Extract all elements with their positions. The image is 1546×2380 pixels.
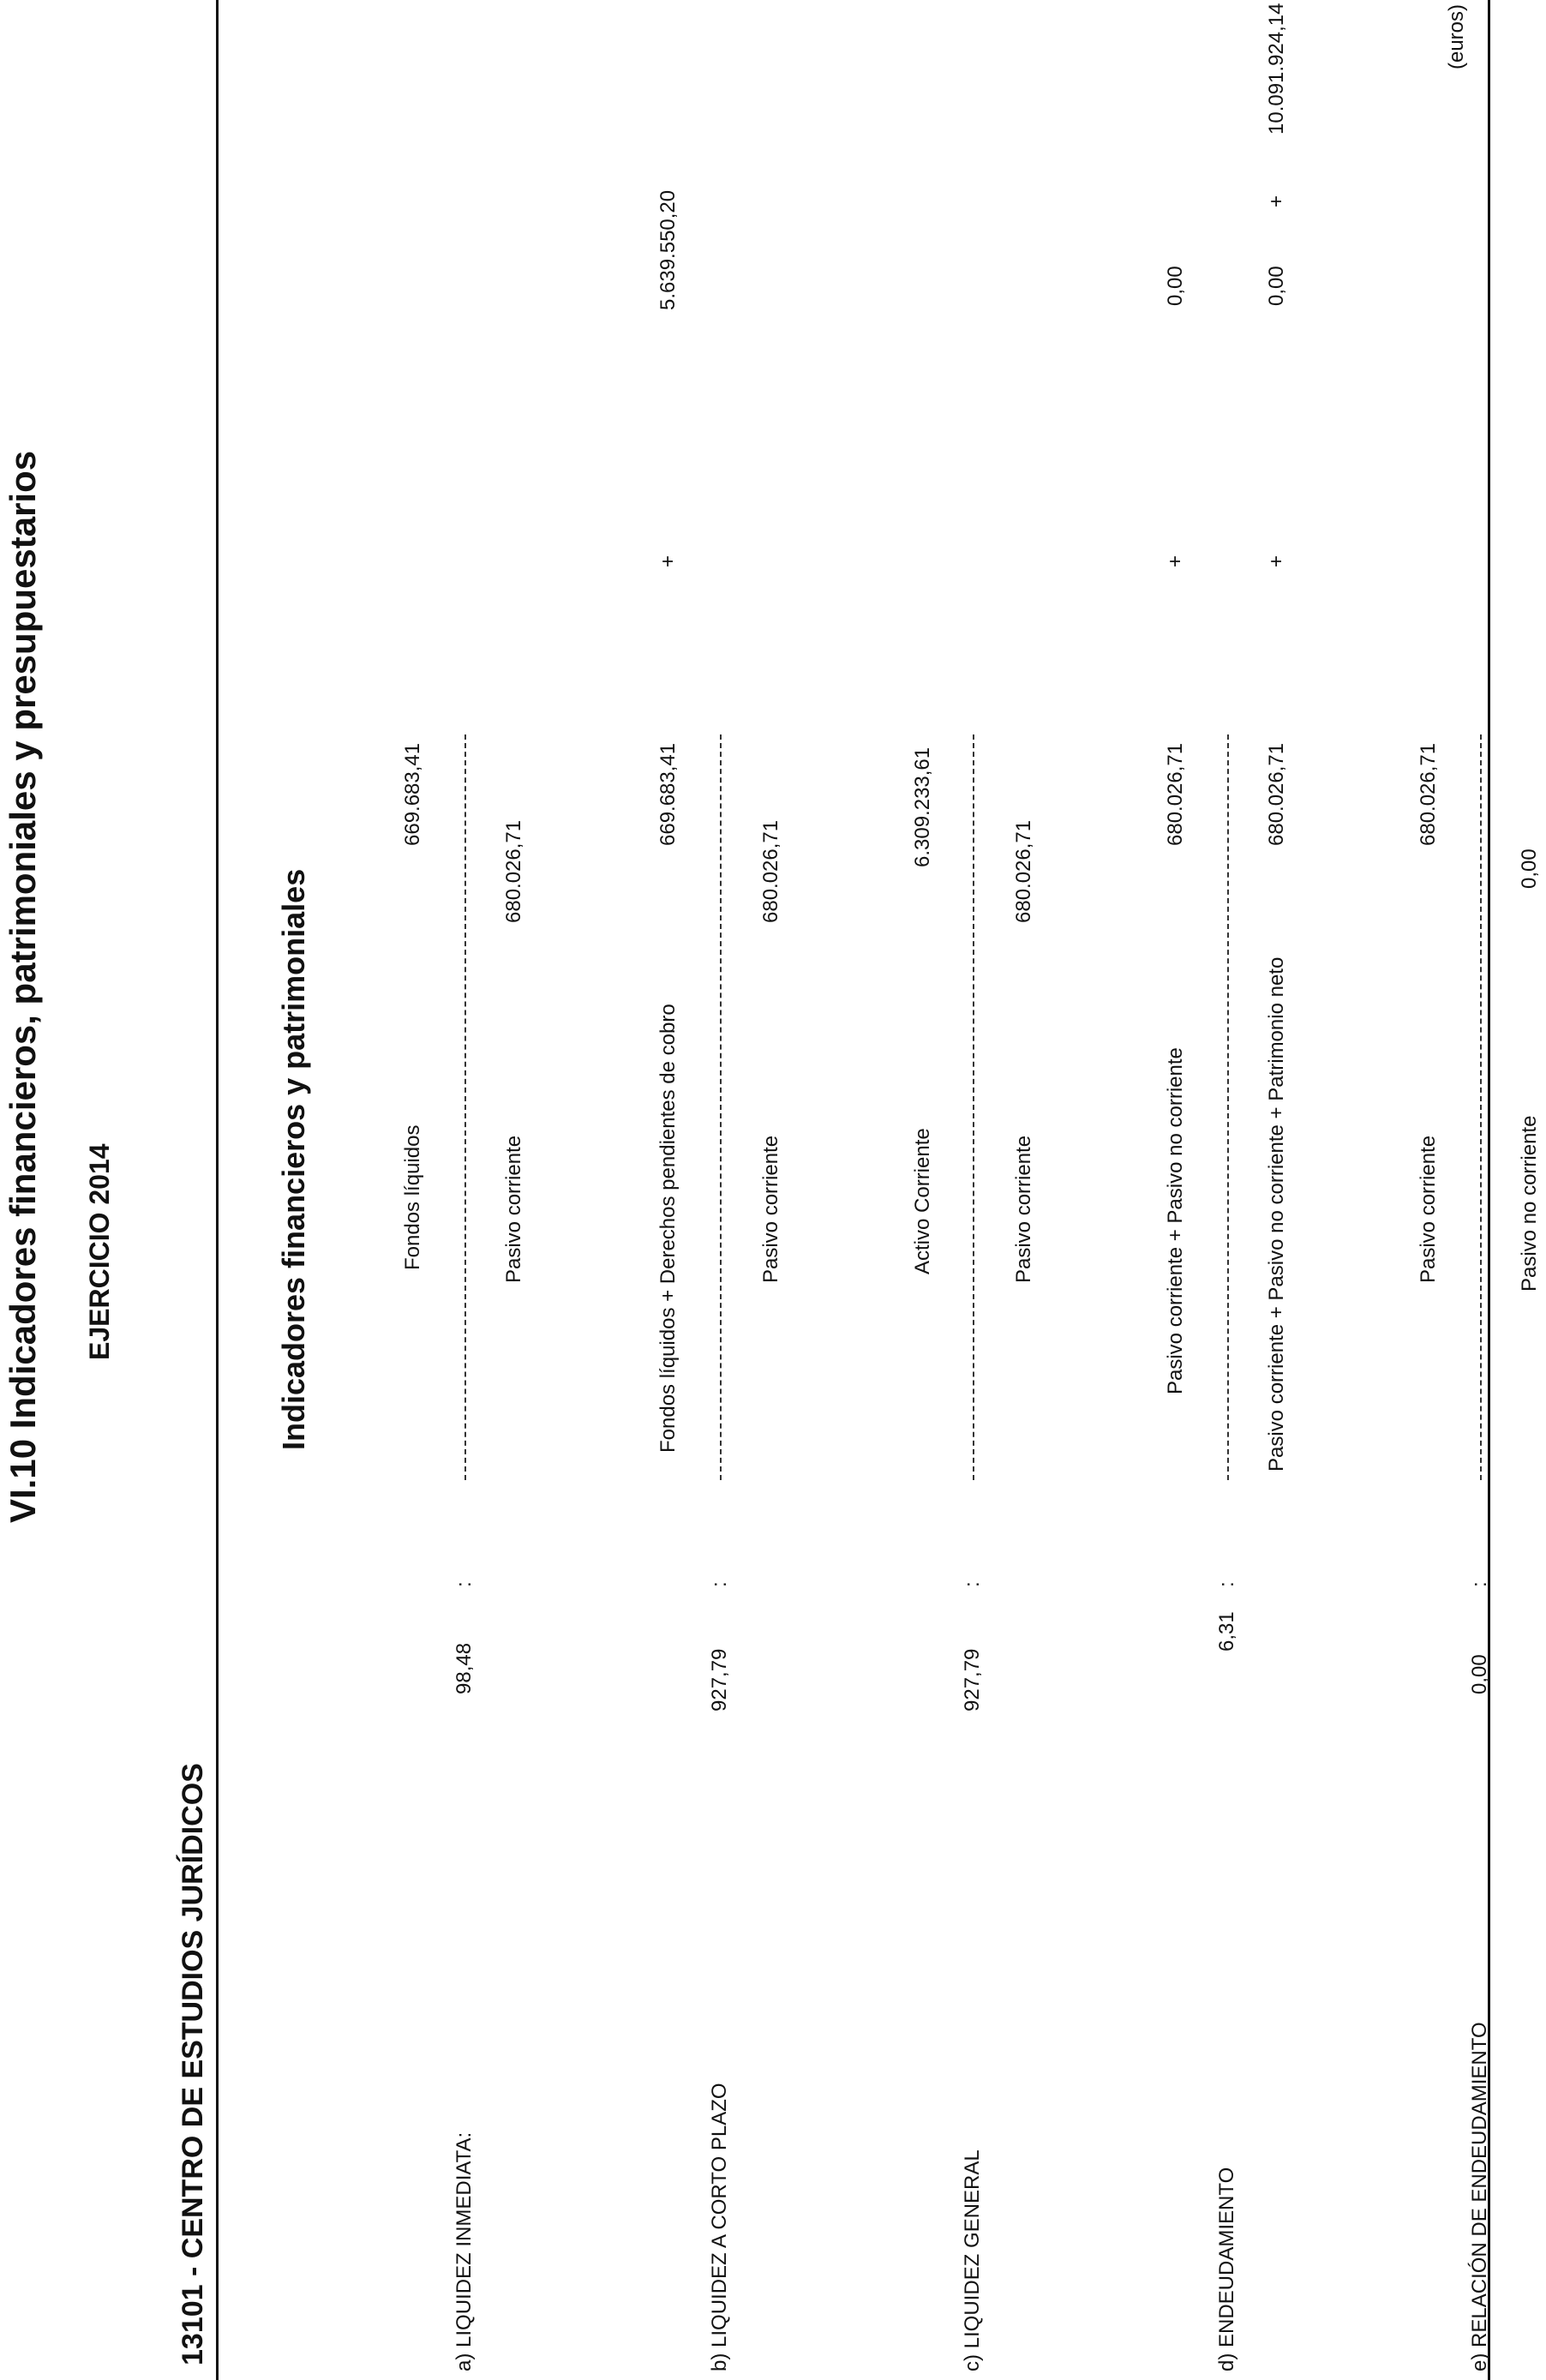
fraction-line: [1480, 734, 1482, 1480]
indicator-colon: :: [452, 1581, 476, 1587]
denominator-value: 680.026,71: [1012, 819, 1035, 923]
header-rule: [216, 0, 219, 2380]
denominator-label: Pasivo corriente + Pasivo no corriente + Patrimonio neto: [1265, 956, 1288, 1472]
denominator-value-2: 0,00: [1265, 266, 1288, 306]
numerator-label: Fondos líquidos + Derechos pendientes de cobro: [656, 1004, 680, 1453]
numerator-value: 6.309.233,61: [911, 746, 934, 867]
page-title: VI.10 Indicadores financieros, patrimoniales y presupuestarios: [3, 450, 43, 1523]
numerator-label: Pasivo corriente + Pasivo no corriente: [1164, 1047, 1187, 1394]
numerator-value: 669.683,41: [401, 742, 424, 846]
denominator-label: Pasivo corriente: [759, 1135, 782, 1283]
denominator-value: 680.026,71: [759, 819, 782, 923]
numerator-plus: +: [1164, 555, 1187, 567]
indicator-value: 0,00: [1468, 1654, 1491, 1694]
denominator-label: Pasivo corriente: [502, 1135, 525, 1283]
numerator-label: Fondos líquidos: [401, 1124, 424, 1270]
numerator-label: Pasivo corriente: [1417, 1135, 1440, 1283]
indicator-colon: :: [708, 1581, 731, 1587]
numerator-plus: +: [656, 555, 680, 567]
exercise-label: EJERCICIO 2014: [84, 1143, 115, 1360]
units-label: (euros): [1445, 3, 1468, 69]
indicator-value: 927,79: [708, 1648, 731, 1712]
indicator-label: e) RELACIÓN DE ENDEUDAMIENTO: [1468, 2022, 1491, 2371]
fraction-line: [720, 734, 722, 1480]
denominator-plus-2: +: [1265, 195, 1288, 207]
denominator-plus: +: [1265, 555, 1288, 567]
numerator-value-2: 5.639.550,20: [656, 189, 680, 310]
indicator-colon: :: [1215, 1581, 1238, 1587]
indicator-colon: :: [1468, 1581, 1491, 1587]
entity-name: 13101 - CENTRO DE ESTUDIOS JURÍDICOS: [177, 1763, 209, 2365]
numerator-label: Activo Corriente: [911, 1128, 934, 1274]
denominator-value-3: 10.091.924,14: [1265, 3, 1288, 135]
denominator-label: Pasivo no corriente: [1518, 1115, 1541, 1292]
indicator-value: 98,48: [452, 1642, 476, 1694]
numerator-value: 669.683,41: [656, 742, 680, 846]
denominator-label: Pasivo corriente: [1012, 1135, 1035, 1283]
section-title: Indicadores financieros y patrimoniales: [276, 868, 311, 1450]
indicator-label: d) ENDEUDAMIENTO: [1215, 2167, 1238, 2371]
indicator-label: b) LIQUIDEZ A CORTO PLAZO: [708, 2083, 731, 2371]
numerator-value: 680.026,71: [1417, 742, 1440, 846]
numerator-value: 680.026,71: [1164, 742, 1187, 846]
indicator-colon: :: [961, 1581, 984, 1587]
fraction-line: [1227, 734, 1229, 1480]
indicator-label: a) LIQUIDEZ INMEDIATA:: [452, 2131, 476, 2371]
indicator-value: 6,31: [1215, 1611, 1238, 1652]
indicator-label: c) LIQUIDEZ GENERAL: [961, 2149, 984, 2371]
denominator-value: 680.026,71: [1265, 742, 1288, 846]
indicator-value: 927,79: [961, 1648, 984, 1712]
numerator-value-2: 0,00: [1164, 266, 1187, 306]
denominator-value: 680.026,71: [502, 819, 525, 923]
fraction-line: [464, 734, 466, 1480]
denominator-value: 0,00: [1518, 848, 1541, 889]
fraction-line: [973, 734, 974, 1480]
